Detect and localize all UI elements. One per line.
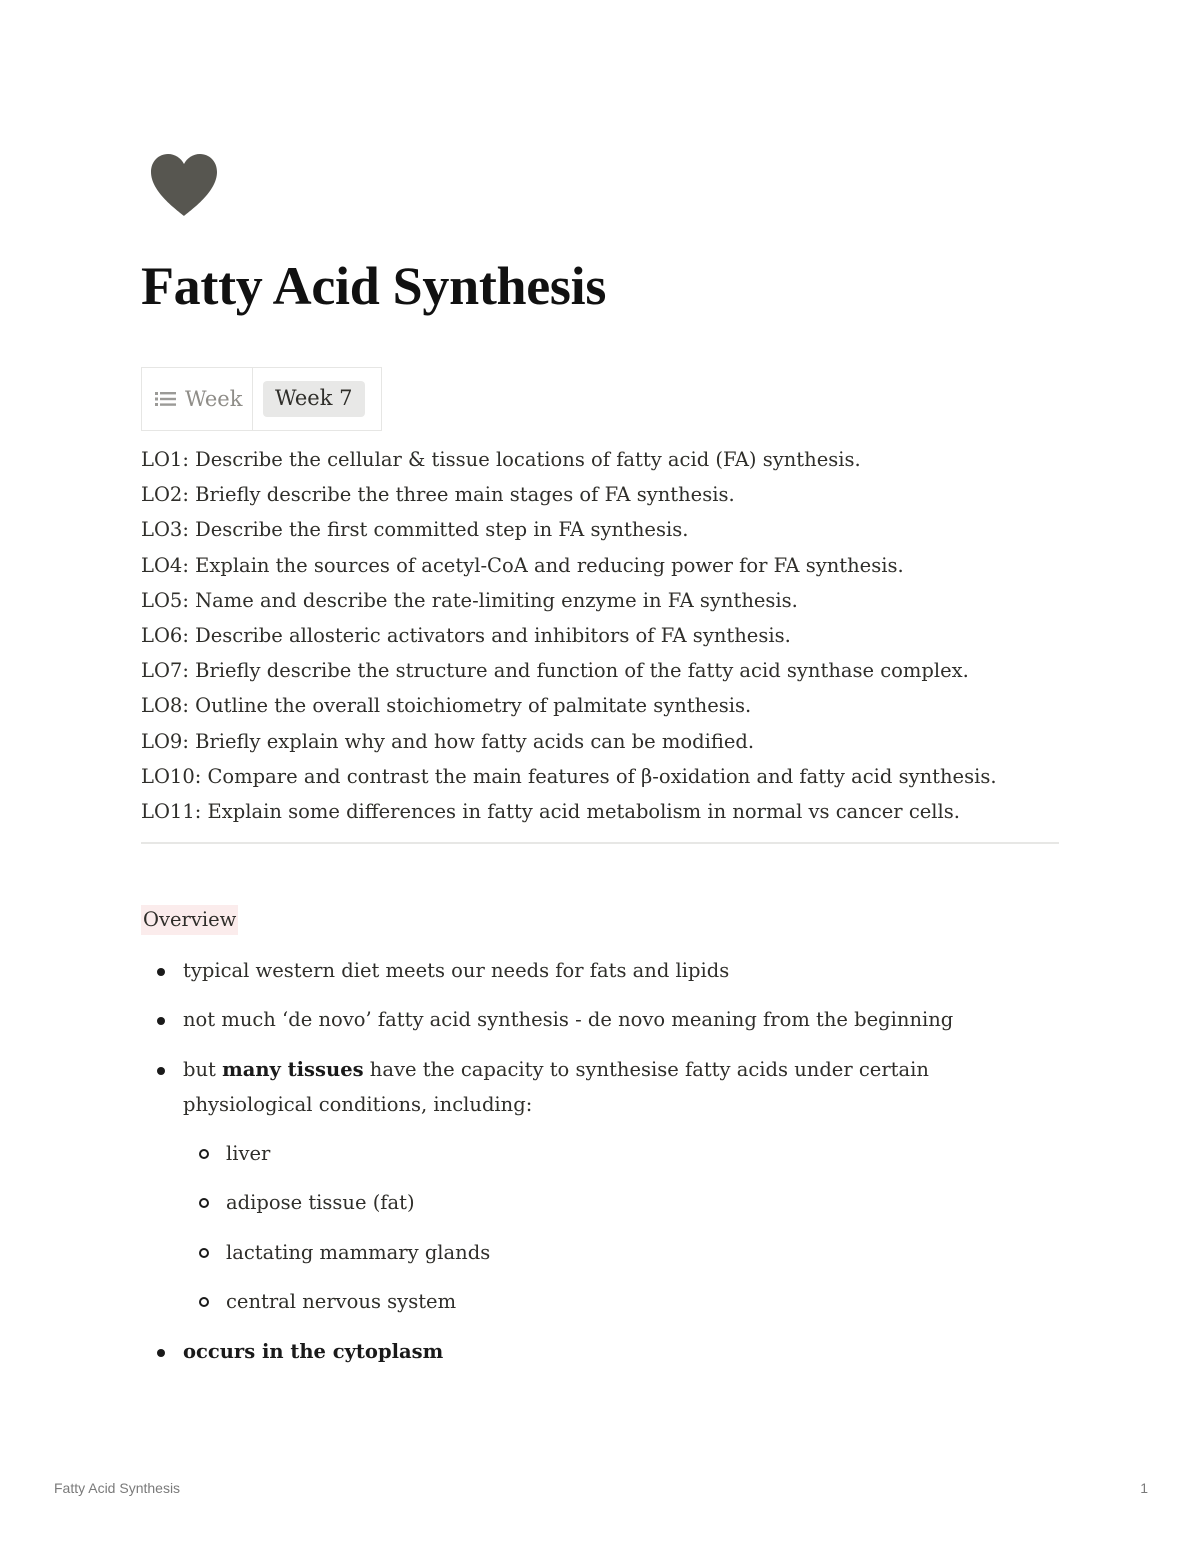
list-item-text: typical western diet meets our needs for fats and lipids xyxy=(183,959,730,982)
heart-icon xyxy=(147,150,221,220)
list-item xyxy=(141,953,1041,988)
sub-list-item-text: adipose tissue (fat) xyxy=(226,1191,415,1214)
list-icon xyxy=(155,391,176,407)
learning-objectives xyxy=(141,442,1061,829)
bullet-icon xyxy=(157,1349,165,1357)
list-item-text xyxy=(183,1052,1041,1122)
objective-line: LO8: Outline the overall stoichiometry of palmitate synthesis. xyxy=(141,694,752,718)
bullet-icon xyxy=(157,968,165,976)
sub-list-item xyxy=(141,1235,1041,1270)
hollow-bullet-icon xyxy=(199,1198,209,1208)
property-value[interactable] xyxy=(253,368,381,430)
divider xyxy=(141,842,1059,844)
list-item-bold-text: many tissues xyxy=(222,1058,364,1081)
objective-line: LO11: Explain some differences in fatty acid metabolism in normal vs cancer cells. xyxy=(141,800,960,824)
list-item-text: not much ‘de novo’ fatty acid synthesis - de novo meaning from the beginning xyxy=(183,1008,954,1031)
objective-line: LO7: Briefly describe the structure and function of the fatty acid synthase complex. xyxy=(141,659,969,683)
property-name[interactable] xyxy=(142,368,253,430)
overview-heading: Overview xyxy=(141,905,238,935)
list-item xyxy=(141,1002,1041,1037)
sub-list-item-text: lactating mammary glands xyxy=(226,1241,491,1264)
objective-line: LO4: Explain the sources of acetyl-CoA and reducing power for FA synthesis. xyxy=(141,553,904,577)
hollow-bullet-icon xyxy=(199,1149,209,1159)
objective-line: LO2: Briefly describe the three main stages of FA synthesis. xyxy=(141,483,735,507)
week-tag: Week 7 xyxy=(263,381,365,417)
list-item-text-end: have the capacity to synthesise fatty acids under certain physiological conditions, including: xyxy=(183,1058,929,1116)
objective-line: LO9: Briefly explain why and how fatty acids can be modified. xyxy=(141,729,755,753)
sub-list-item-text: liver xyxy=(226,1142,271,1165)
sub-list-item-text: central nervous system xyxy=(226,1290,457,1313)
sub-list-item xyxy=(141,1185,1041,1220)
hollow-bullet-icon xyxy=(199,1248,209,1258)
footer-title: Fatty Acid Synthesis xyxy=(54,1480,181,1496)
list-item-text: occurs in the cytoplasm xyxy=(183,1340,444,1363)
bullet-icon xyxy=(157,1067,165,1075)
property-row xyxy=(141,367,382,431)
sub-list-item xyxy=(141,1136,1041,1171)
objective-line: LO1: Describe the cellular & tissue locations of fatty acid (FA) synthesis. xyxy=(141,448,861,471)
bullet-icon xyxy=(157,1017,165,1025)
list-item xyxy=(141,1052,1041,1122)
sub-list-item xyxy=(141,1284,1041,1319)
page-number: 1 xyxy=(1140,1480,1148,1496)
hollow-bullet-icon xyxy=(199,1297,209,1307)
objective-line: LO10: Compare and contrast the main features of β-oxidation and fatty acid synthesis. xyxy=(141,764,997,788)
objective-line: LO6: Describe allosteric activators and inhibitors of FA synthesis. xyxy=(141,624,791,648)
objective-line: LO5: Name and describe the rate-limiting enzyme in FA synthesis. xyxy=(141,588,798,612)
list-item xyxy=(141,1334,1041,1369)
objective-line: LO3: Describe the first committed step in FA synthesis. xyxy=(141,518,689,542)
list-item-text-start: but xyxy=(183,1058,223,1081)
page-title: Fatty Acid Synthesis xyxy=(141,256,607,316)
property-name-label: Week xyxy=(185,387,243,411)
